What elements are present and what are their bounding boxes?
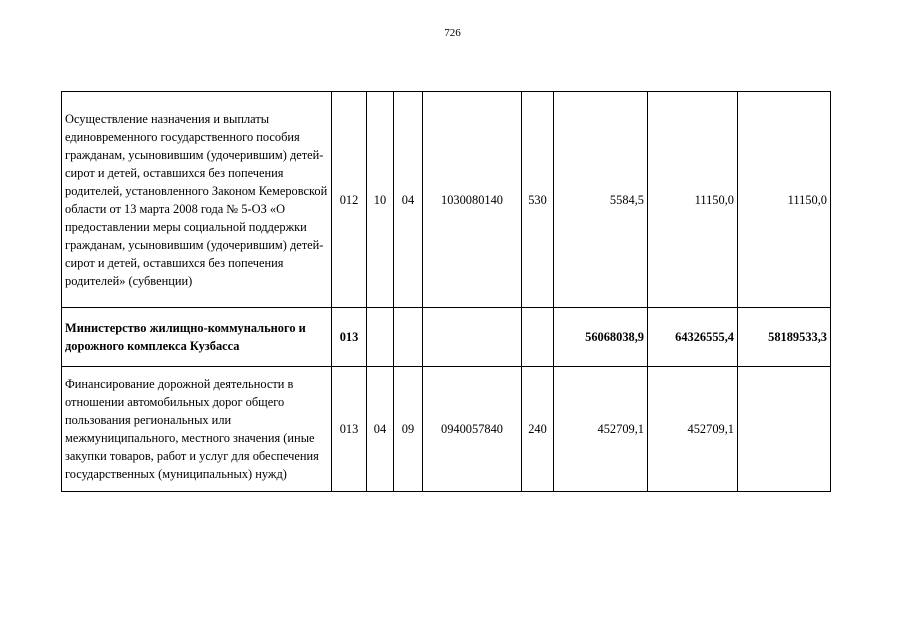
ministry-code: 013	[332, 308, 367, 367]
amount-year-2: 64326555,4	[648, 308, 738, 367]
amount-year-3: 11150,0	[738, 92, 831, 308]
amount-year-2: 452709,1	[648, 367, 738, 492]
amount-year-3: 58189533,3	[738, 308, 831, 367]
row-name: Финансирование дорожной деятельности в отношении автомобильных дорог общего пользования региональных или межмуниципального, местного значения (иные закупки товаров, работ и услуг для обеспечения государственных (муниципальных) нужд)	[62, 367, 332, 492]
expense-type-code: 530	[522, 92, 554, 308]
section-code: 04	[367, 367, 394, 492]
page-number: 726	[444, 27, 461, 39]
budget-table	[61, 91, 831, 492]
target-code	[423, 308, 522, 367]
amount-year-1: 5584,5	[554, 92, 648, 308]
expense-type-code	[522, 308, 554, 367]
subsection-code: 09	[394, 367, 423, 492]
subsection-code	[394, 308, 423, 367]
amount-year-1: 452709,1	[554, 367, 648, 492]
ministry-code: 013	[332, 367, 367, 492]
amount-year-2: 11150,0	[648, 92, 738, 308]
row-name: Министерство жилищно-коммунального и дорожного комплекса Кузбасса	[62, 308, 332, 367]
table-row	[62, 308, 831, 367]
section-code	[367, 308, 394, 367]
subsection-code: 04	[394, 92, 423, 308]
section-code: 10	[367, 92, 394, 308]
ministry-code: 012	[332, 92, 367, 308]
table-row	[62, 92, 831, 308]
row-name: Осуществление назначения и выплаты единовременного государственного пособия гражданам, усыновившим (удочерившим) детей-сирот и детей, оставшихся без попечения родителей, установленного Законом Кемеровской области от 13 марта 2008 года № 5-ОЗ «О предоставлении меры социальной поддержки гражданам, усыновившим (удочерившим) детей-сирот и детей, оставшихся без попечения родителей» (субвенции)	[62, 92, 332, 308]
amount-year-1: 56068038,9	[554, 308, 648, 367]
target-code: 0940057840	[423, 367, 522, 492]
target-code: 1030080140	[423, 92, 522, 308]
expense-type-code: 240	[522, 367, 554, 492]
table-row	[62, 367, 831, 492]
amount-year-3	[738, 367, 831, 492]
